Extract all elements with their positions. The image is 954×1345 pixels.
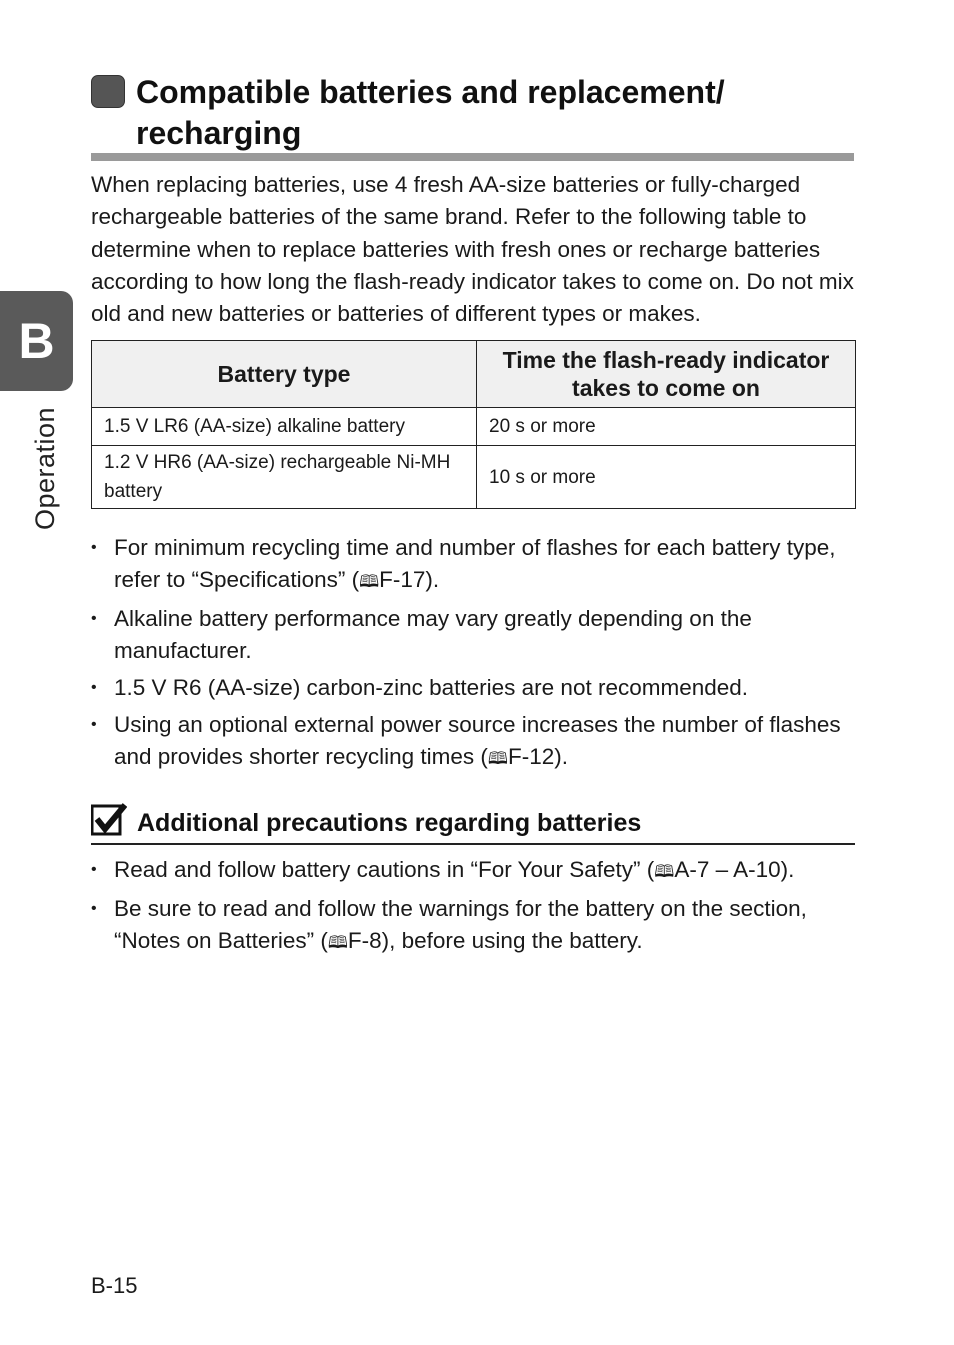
list-item — [91, 532, 855, 599]
intro-paragraph: When replacing batteries, use 4 fresh AA-size batteries or fully-charged rechargeable batteries of the same brand. Refer to the following table to determine when to replace batteries with fresh ones or recharge batteries according to how long the flash-ready indicator takes to come on. Do not mix old and new batteries or batteries of different types or makes. — [91, 172, 854, 327]
bullet-glyph: • — [91, 610, 97, 628]
precautions-title: Additional precautions regarding batteries — [137, 809, 642, 837]
table-header-row — [92, 341, 856, 408]
list-item — [91, 603, 855, 668]
chapter-letter: B — [18, 313, 55, 369]
section-heading — [91, 72, 855, 154]
bullet-glyph: • — [91, 539, 97, 556]
precautions-list — [91, 854, 855, 964]
book-icon: 🕮 — [654, 862, 675, 882]
table-header-cell: Battery type — [92, 341, 477, 408]
list-item-text: 1.5 V R6 (AA-size) carbon-zinc batteries are not recommended. — [114, 675, 749, 701]
table-cell: 20 s or more — [477, 408, 856, 446]
section-rule — [91, 153, 854, 161]
bullet-glyph: • — [91, 715, 97, 733]
bullet-glyph: • — [91, 899, 97, 917]
book-icon: 🕮 — [487, 749, 508, 770]
page-reference: F-12 — [507, 744, 555, 770]
list-item — [91, 854, 855, 888]
list-item-text: Be sure to read and follow the warnings for the battery on the section, “Notes on Batteries” ( — [114, 895, 807, 954]
list-item-text: Alkaline battery performance may vary greatly depending on the manufacturer. — [114, 606, 752, 664]
list-item-text: ). — [780, 857, 795, 882]
page-reference: F-17 — [379, 567, 426, 593]
table-row — [92, 446, 856, 509]
chapter-tab — [0, 291, 73, 391]
section-marker-icon — [91, 75, 125, 108]
bullet-glyph: • — [91, 679, 97, 697]
battery-table — [91, 340, 856, 509]
table-cell: 1.5 V LR6 (AA-size) alkaline battery — [92, 408, 477, 446]
list-item-text: ). — [554, 744, 568, 770]
list-item — [91, 672, 855, 704]
list-item-text: For minimum recycling time and number of flashes for each battery type, refer to “Specifications” ( — [114, 535, 836, 593]
list-item — [91, 709, 855, 776]
section-title: Compatible batteries and replacement/ recharging — [136, 74, 725, 151]
bullet-glyph: • — [91, 861, 97, 878]
page-number: B-15 — [91, 1273, 138, 1298]
book-icon: 🕮 — [327, 933, 348, 954]
checkmark-icon — [91, 803, 127, 837]
list-item-text: Using an optional external power source increases the number of flashes and provides shorter recycling times ( — [114, 711, 841, 770]
page-reference: A-7 – A-10 — [674, 857, 781, 882]
book-icon: 🕮 — [359, 572, 380, 593]
list-item-text: Read and follow battery cautions in “For Your Safety” ( — [114, 857, 655, 882]
list-item-text: ). — [425, 567, 440, 593]
table-header-cell: Time the flash-ready indicator takes to come on — [477, 341, 856, 408]
chapter-label: Operation — [30, 406, 60, 530]
list-item-text: ), before using the battery. — [381, 928, 643, 954]
table-cell: 1.2 V HR6 (AA-size) rechargeable Ni-MH battery — [92, 446, 477, 509]
list-item — [91, 893, 855, 960]
table-cell: 10 s or more — [477, 446, 856, 509]
precautions-heading — [91, 801, 855, 845]
table-row — [92, 408, 856, 446]
notes-list — [91, 532, 855, 780]
page-reference: F-8 — [347, 928, 382, 954]
